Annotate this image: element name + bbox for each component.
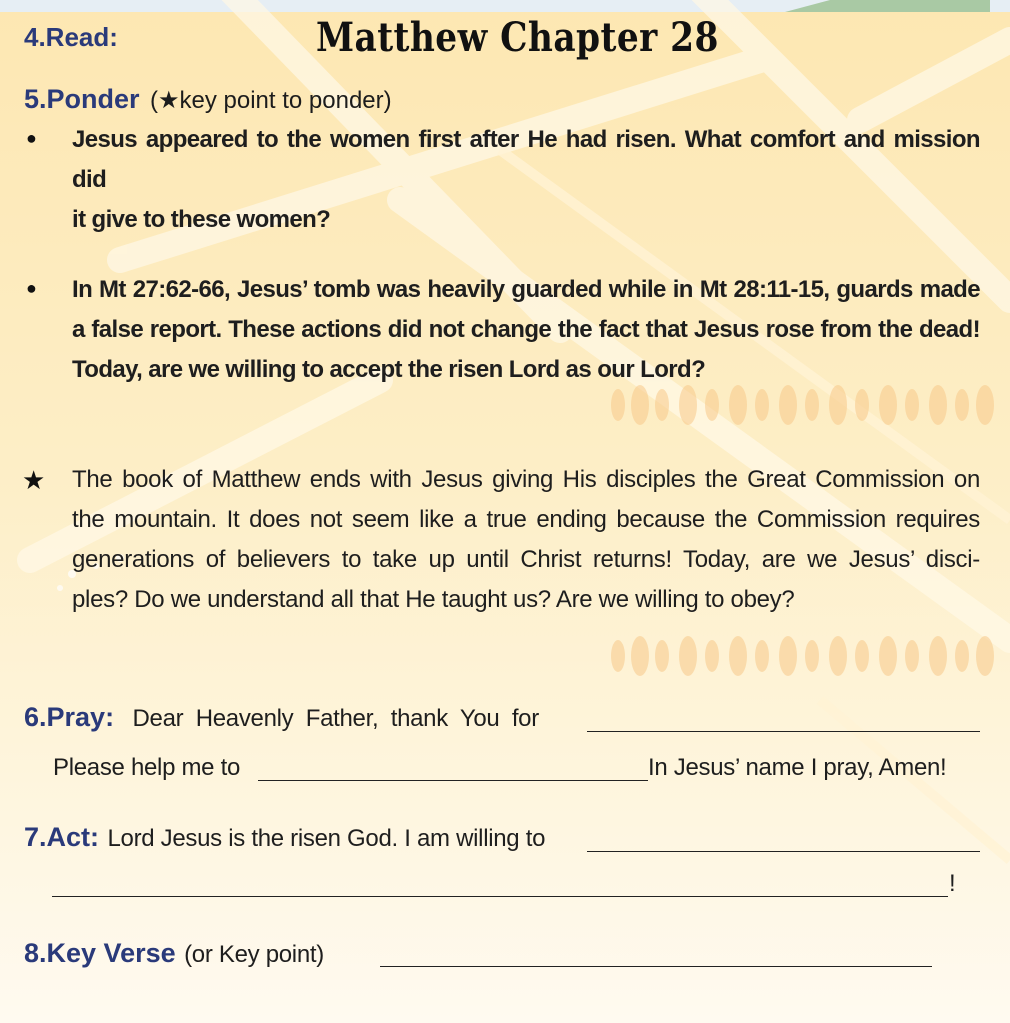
- pray-line-1: [24, 702, 539, 733]
- act-exclamation: !: [949, 870, 956, 897]
- ponder-label: 5.Ponder: [24, 84, 140, 114]
- key-verse-note: (or Key point): [184, 941, 324, 968]
- pray-closing: In Jesus’ name I pray, Amen!: [648, 754, 947, 781]
- pray-label: 6.Pray:: [24, 702, 115, 732]
- star-icon: ★: [22, 465, 46, 495]
- key-verse-blank[interactable]: [380, 966, 932, 967]
- page-title: Matthew Chapter 28: [316, 14, 719, 61]
- pray-help-blank[interactable]: [258, 780, 648, 781]
- act-line-1: [24, 822, 545, 853]
- ponder-item-2: In Mt 27:62-66, Jesus’ tomb was heavily guarded while in Mt 28:11-15, guards made a false report. These actions did not change the fact that Jesus rose from the dead! Today, are we willing to accept the risen Lord as our Lord?: [72, 276, 980, 383]
- key-verse-line: [24, 938, 324, 969]
- pray-text-1: Dear Heavenly Father, thank You for: [132, 705, 539, 732]
- pray-help-text: Please help me to: [53, 754, 241, 781]
- act-label: 7.Act:: [24, 822, 100, 852]
- read-label: 4.Read:: [24, 22, 118, 52]
- pray-thank-blank[interactable]: [587, 731, 980, 732]
- act-blank-1[interactable]: [587, 851, 980, 852]
- ponder-note: (★key point to ponder): [149, 87, 392, 114]
- act-text: Lord Jesus is the risen God. I am willing to: [107, 825, 546, 852]
- ponder-heading: [24, 84, 392, 115]
- ponder-item-1: Jesus appeared to the women first after He had risen. What comfort and mission did it give to these women?: [72, 126, 980, 233]
- ponder-item-key-point: The book of Matthew ends with Jesus giving His disciples the Great Commission on the mountain. It does not seem like a true ending because the Commission requires generations of believers to take up until Christ returns! Today, are we Jesus’ disci- ples? Do we understand all that He taught us? Are we willing to obey?: [72, 466, 980, 613]
- bullet-icon: ●: [26, 128, 37, 148]
- act-blank-2[interactable]: [52, 896, 948, 897]
- bullet-icon: ●: [26, 278, 37, 298]
- key-verse-label: 8.Key Verse: [24, 938, 176, 968]
